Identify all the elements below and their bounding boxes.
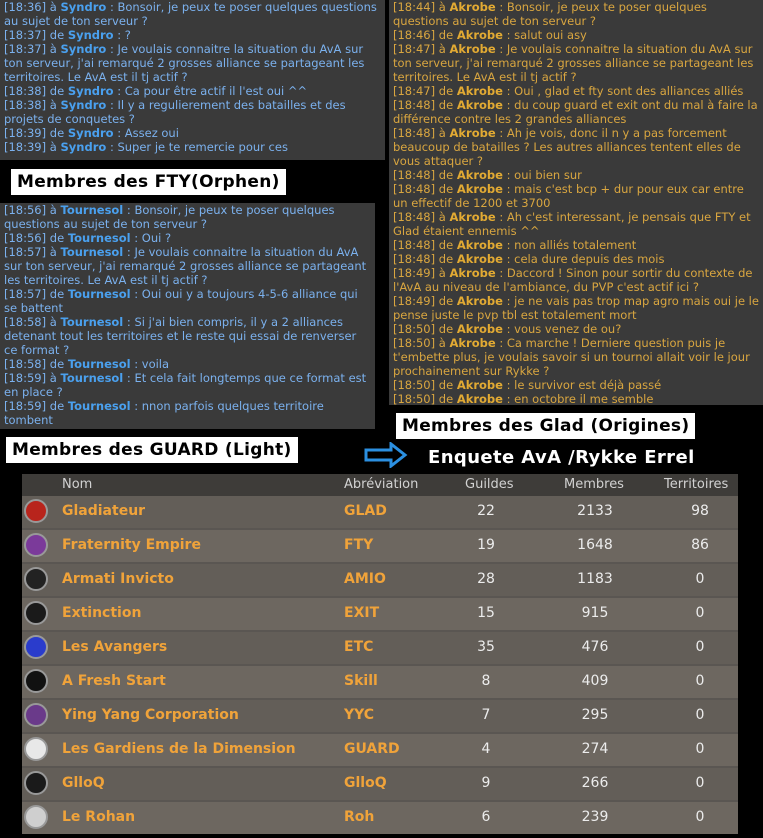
chat-player-name[interactable]: Akrobe: [456, 378, 503, 392]
chat-line: [4, 371, 371, 399]
alliance-guilds: 19: [477, 537, 495, 553]
alliance-territories: 0: [695, 639, 705, 655]
chat-line: [393, 238, 759, 252]
table-row[interactable]: [22, 530, 738, 562]
chat-message: : en octobre il me semble: [506, 392, 654, 405]
chat-direction: de: [49, 28, 65, 42]
chat-line: [4, 231, 371, 245]
chat-time: [18:37]: [4, 28, 47, 42]
chat-direction: de: [438, 294, 454, 308]
chat-time: [18:50]: [393, 378, 436, 392]
chat-time: [18:37]: [4, 42, 47, 56]
chat-direction: à: [438, 0, 446, 14]
chat-direction: de: [438, 238, 454, 252]
chat-player-name[interactable]: Syndro: [60, 0, 107, 14]
label-fty: Membres des FTY(Orphen): [11, 169, 286, 195]
chat-akrobe: [389, 0, 763, 405]
alliance-name: Fraternity Empire: [62, 537, 201, 553]
alliance-name: Les Gardiens de la Dimension: [62, 741, 296, 757]
chat-player-name[interactable]: Tournesol: [67, 399, 131, 413]
chat-player-name[interactable]: Akrobe: [456, 28, 503, 42]
chat-message: : Si j'ai bien compris, il y a 2 alliances detenant tout les territoires et le reste qui essai de renverser ce format ?: [4, 315, 357, 357]
alliance-members: 915: [581, 605, 609, 621]
chat-time: [18:56]: [4, 203, 47, 217]
chat-line: [393, 28, 759, 42]
star-emblem-icon: [24, 737, 48, 761]
chat-direction: de: [438, 378, 454, 392]
chat-line: [393, 392, 759, 405]
chat-direction: à: [438, 42, 446, 56]
alliance-name: Le Rohan: [62, 809, 136, 825]
eclipse-emblem-icon: [24, 601, 48, 625]
chat-direction: de: [438, 322, 454, 336]
chat-message: : vous venez de ou?: [506, 322, 622, 336]
chat-player-name[interactable]: Akrobe: [449, 126, 496, 140]
chat-line: [393, 266, 759, 294]
chat-direction: à: [49, 42, 57, 56]
chat-message: : Et cela fait longtemps que ce format est en place ?: [4, 371, 367, 399]
chat-player-name[interactable]: Tournesol: [67, 357, 131, 371]
alliance-members: 239: [581, 809, 609, 825]
chat-line: [4, 203, 371, 231]
mandala-emblem-icon: [24, 805, 48, 829]
chat-time: [18:59]: [4, 399, 47, 413]
alliance-guilds: 8: [481, 673, 491, 689]
col-abreviation: Abréviation: [344, 477, 419, 492]
chat-line: [4, 399, 371, 427]
chat-player-name[interactable]: Tournesol: [67, 287, 131, 301]
alliance-name: GlloQ: [62, 775, 105, 791]
chat-player-name[interactable]: Akrobe: [456, 168, 503, 182]
chat-direction: à: [438, 210, 446, 224]
chat-player-name[interactable]: Akrobe: [456, 98, 503, 112]
chat-time: [18:57]: [4, 245, 47, 259]
chat-time: [18:56]: [4, 231, 47, 245]
chat-time: [18:38]: [4, 84, 47, 98]
chat-direction: à: [49, 371, 57, 385]
alliance-members: 1648: [577, 537, 613, 553]
alliance-abbreviation: GUARD: [344, 741, 400, 757]
chat-time: [18:50]: [393, 336, 436, 350]
chat-direction: à: [49, 98, 57, 112]
chat-message: : Il y a regulierement des batailles et des projets de conquetes ?: [4, 98, 346, 126]
chat-message: : Ca pour être actif il l'est oui ^^: [117, 84, 308, 98]
alliance-guilds: 9: [481, 775, 491, 791]
chat-time: [18:46]: [393, 28, 436, 42]
alliance-territories: 0: [695, 605, 705, 621]
chat-time: [18:50]: [393, 392, 436, 405]
chat-line: [4, 0, 381, 28]
chat-player-name[interactable]: Akrobe: [449, 336, 496, 350]
alliance-territories: 0: [695, 571, 705, 587]
alliance-abbreviation: GlloQ: [344, 775, 387, 791]
chat-time: [18:38]: [4, 98, 47, 112]
chat-time: [18:48]: [393, 238, 436, 252]
chat-time: [18:44]: [393, 0, 436, 14]
alliance-abbreviation: ETC: [344, 639, 374, 655]
chat-player-name[interactable]: Syndro: [60, 98, 107, 112]
alliance-members: 409: [581, 673, 609, 689]
chat-message: : Ca marche ! Derniere question puis je t'embette plus, je voulais savoir si un tournoi allait voir le jour prochainement sur Rykke ?: [393, 336, 750, 378]
chat-message: : voila: [134, 357, 170, 371]
chat-direction: de: [49, 399, 65, 413]
chat-line: [4, 126, 381, 140]
chat-line: [393, 126, 759, 168]
alliance-name: Armati Invicto: [62, 571, 174, 587]
chat-line: [4, 140, 381, 154]
chat-line: [4, 84, 381, 98]
chat-message: : Bonsoir, je peux te poser quelques questions au sujet de ton serveur ?: [4, 203, 335, 231]
chat-direction: de: [438, 392, 454, 405]
chat-message: : Super je te remercie pour ces: [109, 140, 288, 154]
alliance-abbreviation: FTY: [344, 537, 374, 553]
chat-direction: de: [49, 126, 65, 140]
chat-line: [4, 245, 371, 287]
chat-line: [393, 322, 759, 336]
chat-player-name[interactable]: Syndro: [67, 84, 114, 98]
sun-emblem-icon: [24, 533, 48, 557]
chat-direction: de: [49, 231, 65, 245]
alliance-territories: 0: [695, 809, 705, 825]
chat-time: [18:47]: [393, 42, 436, 56]
chat-message: : le survivor est déjà passé: [506, 378, 662, 392]
chat-line: [393, 210, 759, 238]
chat-line: [4, 287, 371, 315]
alliance-name: Extinction: [62, 605, 142, 621]
alliance-guilds: 6: [481, 809, 491, 825]
chat-message: : ?: [117, 28, 131, 42]
chat-line: [393, 98, 759, 126]
chat-player-name[interactable]: Tournesol: [67, 231, 131, 245]
chat-message: : Oui , glad et fty sont des alliances alliés: [506, 84, 744, 98]
alliance-guilds: 4: [481, 741, 491, 757]
alliance-members: 295: [581, 707, 609, 723]
label-guard: Membres des GUARD (Light): [6, 437, 298, 463]
chat-player-name[interactable]: Akrobe: [449, 266, 496, 280]
chat-player-name[interactable]: Akrobe: [449, 210, 496, 224]
chat-tournesol: [0, 203, 375, 429]
chat-message: : Oui ?: [134, 231, 172, 245]
chat-time: [18:59]: [4, 371, 47, 385]
alliance-abbreviation: GLAD: [344, 503, 387, 519]
chat-time: [18:58]: [4, 315, 47, 329]
chat-time: [18:58]: [4, 357, 47, 371]
chat-player-name[interactable]: Tournesol: [60, 203, 124, 217]
chat-direction: à: [438, 336, 446, 350]
chat-message: : Bonsoir, je peux te poser quelques questions au sujet de ton serveur ?: [4, 0, 377, 28]
table-row[interactable]: [22, 632, 738, 664]
chat-player-name[interactable]: Akrobe: [456, 252, 503, 266]
chat-message: : Daccord ! Sinon pour sortir du contexte de l'AvA au niveau de l'ambiance, du PVP c'est actif ici ?: [393, 266, 753, 294]
chat-message: : non alliés totalement: [506, 238, 637, 252]
chat-player-name[interactable]: Akrobe: [456, 238, 503, 252]
chat-player-name[interactable]: Akrobe: [456, 294, 503, 308]
chat-time: [18:49]: [393, 294, 436, 308]
chat-message: : Assez oui: [117, 126, 179, 140]
chat-message: : Ah c'est interessant, je pensais que FTY et Glad étaient ennemis ^^: [393, 210, 751, 238]
alliance-abbreviation: EXIT: [344, 605, 380, 621]
alliance-members: 476: [581, 639, 609, 655]
flower-emblem-icon: [24, 669, 48, 693]
alliance-territories: 86: [691, 537, 709, 553]
chat-time: [18:48]: [393, 210, 436, 224]
chat-line: [4, 42, 381, 84]
chat-message: : Je voulais connaitre la situation du AvA sur ton serveur, j'ai remarqué 2 grosses alliance se partageant les territoires. Le AvA est il tj actif ?: [393, 42, 754, 84]
chat-direction: à: [49, 315, 57, 329]
chat-time: [18:48]: [393, 182, 436, 196]
chat-line: [393, 252, 759, 266]
alliance-abbreviation: YYC: [344, 707, 375, 723]
alliance-name: A Fresh Start: [62, 673, 166, 689]
chat-time: [18:48]: [393, 126, 436, 140]
alliance-name: Gladiateur: [62, 503, 146, 519]
chat-player-name[interactable]: Syndro: [60, 42, 107, 56]
alliance-members: 1183: [577, 571, 613, 587]
chat-message: : Ah je vois, donc il n y a pas forcement beaucoup de batailles ? Les autres alliances tentent elles de vous attaquer ?: [393, 126, 741, 168]
table-row[interactable]: [22, 768, 738, 800]
chat-message: : Bonsoir, je peux te poser quelques questions au sujet de ton serveur ?: [393, 0, 707, 28]
chat-direction: à: [49, 140, 57, 154]
chat-direction: de: [49, 357, 65, 371]
chat-time: [18:36]: [4, 0, 47, 14]
table-row[interactable]: [22, 700, 738, 732]
chat-line: [393, 378, 759, 392]
chat-player-name[interactable]: Akrobe: [449, 42, 496, 56]
chat-player-name[interactable]: Tournesol: [60, 245, 124, 259]
alliance-territories: 0: [695, 775, 705, 791]
alliance-guilds: 28: [477, 571, 495, 587]
chat-syndro: [0, 0, 385, 160]
table-row[interactable]: [22, 564, 738, 596]
alliance-guilds: 7: [481, 707, 491, 723]
chat-player-name[interactable]: Akrobe: [449, 0, 496, 14]
chat-line: [4, 98, 381, 126]
chat-time: [18:48]: [393, 168, 436, 182]
chat-time: [18:48]: [393, 98, 436, 112]
alliance-territories: 98: [691, 503, 709, 519]
col-territoires: Territoires: [664, 477, 729, 492]
chat-message: : Je voulais connaitre la situation du AvA sur ton serveur, j'ai remarqué 2 grosses alliance se partageant les territoires. Le AvA est il tj actif ?: [4, 245, 367, 287]
chat-direction: à: [49, 245, 57, 259]
chat-direction: à: [438, 126, 446, 140]
table-row[interactable]: [22, 598, 738, 630]
enquete-title: Enquete AvA /Rykke Errel: [428, 447, 695, 468]
chat-direction: à: [49, 203, 57, 217]
chat-player-name[interactable]: Syndro: [60, 140, 107, 154]
chat-line: [4, 28, 381, 42]
alliance-members: 274: [581, 741, 609, 757]
chat-direction: à: [438, 266, 446, 280]
alliance-table: [22, 474, 738, 834]
col-membres: Membres: [564, 477, 624, 492]
chat-player-name[interactable]: Akrobe: [456, 182, 503, 196]
chat-line: [4, 357, 371, 371]
chat-time: [18:39]: [4, 126, 47, 140]
col-guildes: Guildes: [465, 477, 514, 492]
lion-emblem-icon: [24, 499, 48, 523]
chat-time: [18:49]: [393, 266, 436, 280]
alliance-abbreviation: AMIO: [344, 571, 386, 587]
chat-message: : cela dure depuis des mois: [506, 252, 665, 266]
chat-direction: à: [49, 0, 57, 14]
chat-line: [4, 315, 371, 357]
chat-message: : mais c'est bcp + dur pour eux car entre un effectif de 1200 et 3700: [393, 182, 744, 210]
alliance-name: Les Avangers: [62, 639, 168, 655]
alliance-guilds: 15: [477, 605, 495, 621]
alliance-territories: 0: [695, 741, 705, 757]
table-row[interactable]: [22, 666, 738, 698]
alliance-guilds: 22: [477, 503, 495, 519]
chat-message: : Oui oui y a toujours 4-5-6 alliance qui se battent: [4, 287, 358, 315]
chat-player-name[interactable]: Akrobe: [456, 322, 503, 336]
alliance-guilds: 35: [477, 639, 495, 655]
chat-direction: de: [438, 182, 454, 196]
chat-time: [18:50]: [393, 322, 436, 336]
chat-time: [18:48]: [393, 252, 436, 266]
chat-line: [393, 294, 759, 322]
chat-line: [393, 336, 759, 378]
chat-time: [18:39]: [4, 140, 47, 154]
alliance-abbreviation: Roh: [344, 809, 375, 825]
label-glad: Membres des Glad (Origines): [396, 413, 695, 439]
chat-line: [393, 182, 759, 210]
table-row[interactable]: [22, 734, 738, 766]
chat-message: : je ne vais pas trop map agro mais oui je le pense juste le pvp tbl est totalement mort: [393, 294, 759, 322]
alliance-territories: 0: [695, 707, 705, 723]
chat-player-name[interactable]: Tournesol: [60, 371, 124, 385]
chat-player-name[interactable]: Syndro: [67, 28, 114, 42]
col-nom: Nom: [62, 477, 93, 492]
chat-direction: de: [49, 287, 65, 301]
chat-line: [393, 42, 759, 84]
table-header: [22, 474, 738, 496]
chat-time: [18:57]: [4, 287, 47, 301]
chat-line: [393, 84, 759, 98]
chat-direction: de: [438, 252, 454, 266]
chat-player-name[interactable]: Syndro: [67, 126, 114, 140]
chat-player-name[interactable]: Tournesol: [60, 315, 124, 329]
alliance-name: Ying Yang Corporation: [62, 707, 239, 723]
chat-player-name[interactable]: Akrobe: [456, 84, 503, 98]
chat-message: : oui bien sur: [506, 168, 582, 182]
table-row[interactable]: [22, 802, 738, 834]
chat-direction: de: [438, 168, 454, 182]
chat-message: : nnon parfois quelques territoire tombent: [4, 399, 324, 427]
dragon-emblem-icon: [24, 703, 48, 727]
alliance-abbreviation: Skill: [344, 673, 378, 689]
chat-time: [18:47]: [393, 84, 436, 98]
skull-emblem-icon: [24, 635, 48, 659]
chat-message: : du coup guard et exit ont du mal à faire la différence contre les 2 grandes alliances: [393, 98, 758, 126]
chat-line: [393, 0, 759, 28]
chat-player-name[interactable]: Akrobe: [456, 392, 503, 405]
alliance-members: 266: [581, 775, 609, 791]
chat-message: : Je voulais connaitre la situation du AvA sur ton serveur, j'ai remarqué 2 grosses alliance se partageant les territoires. Le AvA est il tj actif ?: [4, 42, 365, 84]
alliance-members: 2133: [577, 503, 613, 519]
chat-line: [393, 168, 759, 182]
chat-direction: de: [438, 84, 454, 98]
alliance-territories: 0: [695, 673, 705, 689]
chat-direction: de: [49, 84, 65, 98]
swirl-emblem-icon: [24, 771, 48, 795]
arrow-right-icon: [363, 442, 409, 468]
table-row[interactable]: [22, 496, 738, 528]
chat-direction: de: [438, 28, 454, 42]
chat-message: : salut oui asy: [506, 28, 587, 42]
bull-emblem-icon: [24, 567, 48, 591]
chat-direction: de: [438, 98, 454, 112]
